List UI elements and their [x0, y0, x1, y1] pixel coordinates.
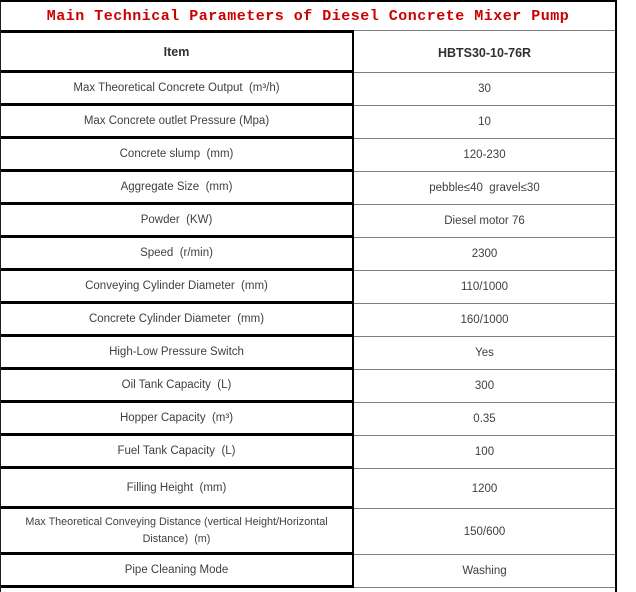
value-cell: 300: [354, 370, 615, 403]
item-cell: Max Theoretical Conveying Distance (vertical Height/Horizontal Distance) (m): [1, 509, 354, 555]
item-cell: Conveying Cylinder Diameter (mm): [1, 271, 354, 304]
table-row: [1, 436, 615, 469]
item-cell: Aggregate Size (mm): [1, 172, 354, 205]
table-title-row: [1, 2, 615, 30]
column-header-model: HBTS30-10-76R: [354, 33, 615, 73]
item-cell: Hopper Capacity (m³): [1, 403, 354, 436]
item-cell: Max Concrete outlet Pressure (Mpa): [1, 106, 354, 139]
table-header-row: [1, 33, 615, 73]
value-cell: pebble≤40 gravel≤30: [354, 172, 615, 205]
value-cell: 120-230: [354, 139, 615, 172]
item-cell: Filling Height (mm): [1, 469, 354, 509]
table-row: [1, 238, 615, 271]
column-header-item: Item: [1, 33, 354, 73]
item-cell: Concrete slump (mm): [1, 139, 354, 172]
item-cell: Max Theoretical Concrete Output (m³/h): [1, 73, 354, 106]
value-cell: Diesel motor 76: [354, 205, 615, 238]
item-cell: High-Low Pressure Switch: [1, 337, 354, 370]
table-row: [1, 469, 615, 509]
table-row: [1, 73, 615, 106]
table-row: [1, 509, 615, 555]
table-row: [1, 337, 615, 370]
table-row: [1, 555, 615, 588]
page-title: Main Technical Parameters of Diesel Concrete Mixer Pump: [46, 7, 570, 25]
value-cell: 110/1000: [354, 271, 615, 304]
table-row: [1, 304, 615, 337]
value-cell: 100: [354, 436, 615, 469]
item-cell: Speed (r/min): [1, 238, 354, 271]
table-row: [1, 271, 615, 304]
item-cell: Oil Tank Capacity (L): [1, 370, 354, 403]
value-cell: 10: [354, 106, 615, 139]
value-cell: 0.35: [354, 403, 615, 436]
value-cell: Washing: [354, 555, 615, 588]
value-cell: 150/600: [354, 509, 615, 555]
item-cell: Fuel Tank Capacity (L): [1, 436, 354, 469]
table-row: [1, 205, 615, 238]
value-cell: 30: [354, 73, 615, 106]
item-cell: Pipe Cleaning Mode: [1, 555, 354, 588]
value-cell: 2300: [354, 238, 615, 271]
value-cell: 160/1000: [354, 304, 615, 337]
next-row-stub: [1, 588, 615, 592]
table-row: [1, 370, 615, 403]
table-row: [1, 139, 615, 172]
table-row: [1, 403, 615, 436]
value-cell: Yes: [354, 337, 615, 370]
item-cell: Concrete Cylinder Diameter (mm): [1, 304, 354, 337]
item-cell: Powder (KW): [1, 205, 354, 238]
value-cell: 1200: [354, 469, 615, 509]
table-row: [1, 172, 615, 205]
table-row: [1, 106, 615, 139]
